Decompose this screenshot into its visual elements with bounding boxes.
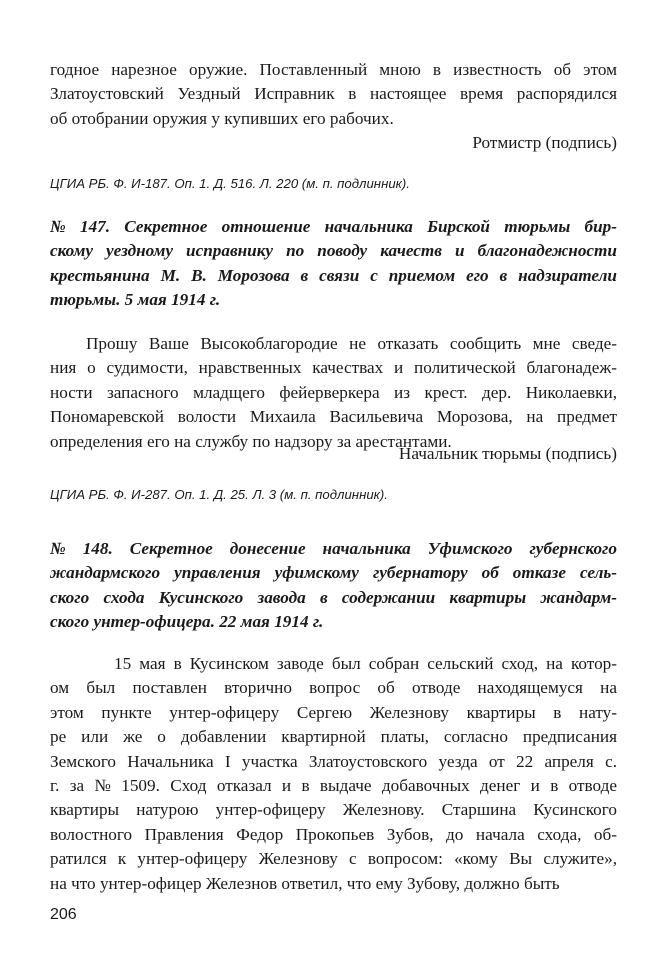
archive-source: ЦГИА РБ. Ф. И-287. Оп. 1. Д. 25. Л. 3 (м. п. подлинник). — [50, 487, 388, 502]
text-line: ратился к унтер-офицеру Железнову с вопросом: «кому Вы служите», — [50, 849, 617, 869]
heading-line: № 148. Секретное донесение начальника Уфимского губернского — [50, 539, 617, 558]
doc-147-body — [50, 332, 617, 454]
doc-148-body — [50, 652, 617, 896]
text-line: волостного Правления Федор Прокопьев Зубов, до начала схода, об- — [50, 824, 617, 844]
signature-prison-chief: Начальник тюрьмы (подпись) — [398, 444, 617, 463]
heading-line: ского унтер-офицера. 22 мая 1914 г. — [50, 611, 324, 631]
heading-line: ского схода Кусинского завода в содержании квартиры жандарм- — [50, 587, 617, 607]
text-line: об отобрании оружия у купивших его рабочих. — [50, 108, 394, 128]
text-line: 15 мая в Кусинском заводе был собран сельский сход, на котор- — [114, 654, 617, 673]
heading-line: тюрьмы. 5 мая 1914 г. — [50, 289, 221, 309]
text-line: г. за № 1509. Сход отказал и в выдаче добавочных денег и в отводе — [50, 776, 617, 796]
signature-rotmistr: Ротмистр (подпись) — [472, 133, 617, 152]
heading-line: жандармского управления уфимскому губернатору об отказе сель- — [50, 563, 617, 583]
text-line: Пономаревской волости Михаила Васильевича Морозова, на предмет — [50, 407, 617, 427]
doc-148-heading — [50, 537, 617, 634]
heading-line: крестьянина М. В. Морозова в связи с приемом его в надзиратели — [50, 265, 617, 285]
text-line: Златоустовский Уездный Исправник в настоящее время распорядился — [50, 84, 617, 104]
doc-147-heading — [50, 215, 617, 312]
text-line: квартиры натурою унтер-офицеру Железнову. Старшина Кусинского — [50, 800, 617, 820]
archive-source: ЦГИА РБ. Ф. И-187. Оп. 1. Д. 516. Л. 220 (м. п. подлинник). — [50, 176, 410, 191]
text-line: ния о судимости, нравственных качествах и политической благонадеж- — [50, 358, 617, 378]
text-line: определения его на службу по надзору за арестантами. — [50, 431, 452, 451]
heading-line: скому уездному исправнику по поводу качеств и благонадежности — [50, 241, 617, 261]
text-line: этом пункте унтер-офицеру Сергею Железнову квартиры в нату- — [50, 702, 617, 722]
text-line: ности запасного младщего фейерверкера из крест. дер. Николаевки, — [50, 382, 617, 402]
text-line: на что унтер-офицер Железнов ответил, что ему Зубову, должно быть — [50, 873, 560, 893]
text-line: ре или же о добавлении квартирной платы, согласно предписания — [50, 727, 617, 747]
text-line: Земского Начальника I участка Златоустовского уезда от 22 апреля с. — [50, 751, 617, 771]
text-line: годное нарезное оружие. Поставленный мною в известность об этом — [50, 60, 617, 79]
text-line: Прошу Ваше Высокоблагородие не отказать сообщить мне сведе- — [86, 334, 617, 353]
page-number: 206 — [50, 906, 77, 923]
heading-line: № 147. Секретное отношение начальника Бирской тюрьмы бир- — [50, 217, 617, 236]
continuation-paragraph — [50, 58, 617, 131]
text-line: ом был поставлен вторично вопрос об отводе находящемуся на — [50, 678, 617, 698]
